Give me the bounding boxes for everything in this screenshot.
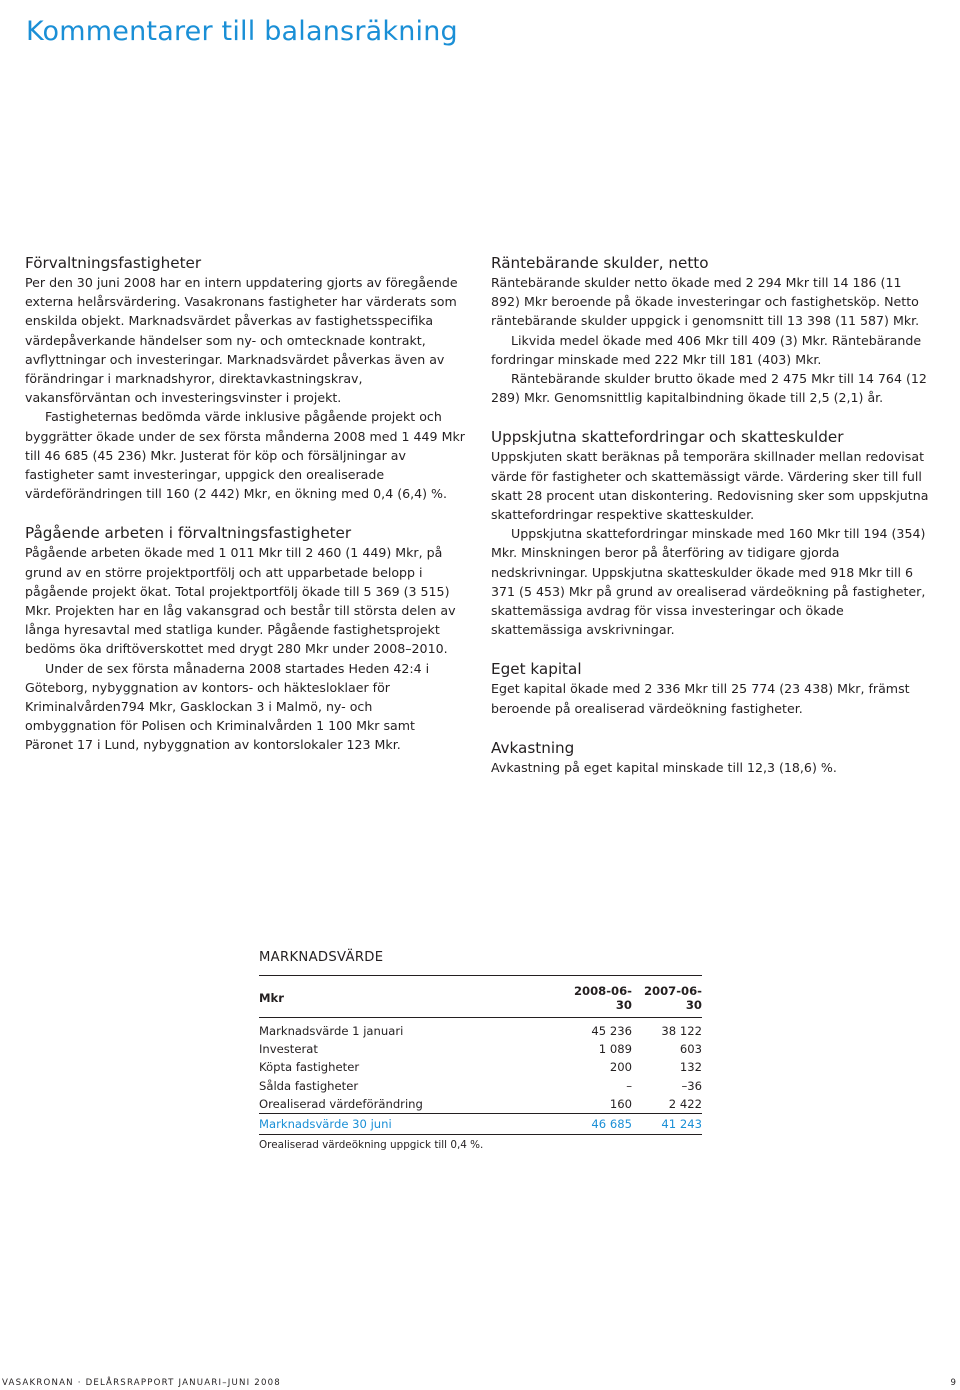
paragraph: Räntebärande skulder netto ökade med 2 294 Mkr till 14 186 (11 892) Mkr beroende på ökade investeringar och fastighetsköp. Netto räntebärande skulder uppgick i genomsnitt till 13 398 (11 587) Mkr. [491, 275, 920, 329]
table-row [259, 1058, 702, 1076]
paragraph: Avkastning på eget kapital minskade till 12,3 (18,6) %. [491, 759, 837, 775]
page-title: Kommentarer till balansräkning [26, 16, 458, 47]
section-heading-pagaende-arbeten: Pågående arbeten i förvaltningsfastigheter [25, 524, 352, 543]
row-label: Marknadsvärde 1 januari [259, 1024, 404, 1039]
left-column [25, 253, 465, 755]
cell-value: 132 [679, 1060, 702, 1075]
cell-value: –36 [681, 1078, 702, 1093]
section-heading-eget-kapital: Eget kapital [491, 660, 582, 679]
table-row [259, 1077, 702, 1095]
paragraph: Under de sex första månaderna 2008 startades Heden 42:4 i Göteborg, nybyggnation av kontors- och häktesloklaer för Kriminalvården794 Mkr, Gasklockan 3 i Malmö, ny- och ombyggnation för Polisen och Kriminalvården 1 100 Mkr samt Päronet 17 i Lund, nybyggnation av kontorslokaler 123 Mkr. [25, 660, 430, 753]
cell-value: 160 [609, 1096, 632, 1111]
market-value-table [259, 975, 702, 1135]
row-label: Orealiserad värdeförändring [259, 1096, 423, 1111]
section-heading-forvaltningsfastigheter: Förvaltningsfastigheter [25, 254, 202, 272]
paragraph: Pågående arbeten ökade med 1 011 Mkr till 2 460 (1 449) Mkr, på grund av en större projektportfölj och att upparbetade belopp i pågående projekt ökat. Total projektportfölj ökade till 5 369 (3 515) Mkr. Projekten har en låg vakansgrad och består till största delen av långa hyresavtal med statliga kunder. Pågående fastighetsprojekt bedöms öka driftöverskottet med drygt 280 Mkr under 2008–2010. [25, 545, 456, 657]
column-header: 2008-06-30 [573, 984, 632, 1012]
section-heading-avkastning: Avkastning [491, 738, 575, 757]
paragraph: Fastigheternas bedömda värde inklusive pågående projekt och byggrätter ökade under de sex första månderna 2008 med 1 449 Mkr till 46 685 (45 236) Mkr. Justerat för köp och försäljningar av fastigheter samt investeringar, uppgick den orealiserade värdeförändringen till 160 (2 442) Mkr, en ökning med 0,4 (6,4) %. [25, 409, 465, 502]
cell-value: 200 [609, 1060, 632, 1075]
table-total-row [259, 1113, 702, 1134]
paragraph: Eget kapital ökade med 2 336 Mkr till 25 774 (23 438) Mkr, främst beroende på orealiserad värdeökning fastigheter. [491, 681, 910, 716]
paragraph: Uppskjutna skattefordringar minskade med 160 Mkr till 194 (354) Mkr. Minskningen beror på återföring av tidigare gjorda nedskrivningar. Uppskjutna skatteskulder ökade med 918 Mkr till 6 371 (5 453) Mkr på grund av orealiserad värdeökning på fastigheter, skattemässiga avdrag för vissa investeringar och ökade skattemässiga avskrivningar. [491, 526, 926, 638]
footer-publication: VASAKRONAN · DELÅRSRAPPORT JANUARI–JUNI 2008 [2, 1378, 281, 1388]
cell-value: 2 422 [668, 1096, 702, 1111]
table-header-row [259, 976, 702, 1018]
row-label: Köpta fastigheter [259, 1060, 360, 1075]
column-header: Mkr [259, 991, 284, 1005]
paragraph: Räntebärande skulder brutto ökade med 2 475 Mkr till 14 764 (12 289) Mkr. Genomsnittlig kapitalbindning ökade till 2,5 (2,1) år. [491, 371, 927, 406]
cell-value: 38 122 [661, 1024, 702, 1039]
cell-value: – [626, 1078, 632, 1093]
market-value-table-block [259, 950, 702, 1151]
cell-value: 603 [679, 1042, 702, 1057]
paragraph: Uppskjuten skatt beräknas på temporära skillnader mellan redovisat värde för fastigheter och skattemässigt värde. Värdering sker till full skatt 28 procent utan diskontering. Redovisning sker som uppskjutna skattefordringar respektive skatteskulder. [491, 449, 929, 523]
cell-value: 1 089 [598, 1042, 632, 1057]
market-table-title: MARKNADSVÄRDE [259, 950, 384, 965]
row-label: Investerat [259, 1042, 318, 1057]
page-number: 9 [950, 1378, 956, 1388]
table-row [259, 1040, 702, 1058]
cell-value: 41 243 [661, 1116, 702, 1131]
cell-value: 45 236 [591, 1024, 632, 1039]
table-row [259, 1018, 702, 1041]
cell-value: 46 685 [591, 1116, 632, 1131]
table-footnote: Orealiserad värdeökning uppgick till 0,4 %. [259, 1138, 484, 1151]
section-heading-uppskjutna-skatter: Uppskjutna skattefordringar och skatteskulder [491, 428, 844, 447]
paragraph: Likvida medel ökade med 406 Mkr till 409 (3) Mkr. Räntebärande fordringar minskade med 222 Mkr till 181 (403) Mkr. [491, 332, 922, 367]
table-row [259, 1095, 702, 1114]
section-heading-rantebarande-skulder: Räntebärande skulder, netto [491, 254, 709, 272]
paragraph: Per den 30 juni 2008 har en intern uppdatering gjorts av föregående externa helårsvärdering. Vasakronans fastigheter har värderats som enskilda objekt. Marknadsvärdet påverkas av fastighetsspecifika värdepåverkande händelser som ny- och omtecknade kontrakt, avflyttningar och investeringar. Marknadsvärdet påverkas även av förändringar i marknadshyror, direktavkastningskrav, vakansförväntan och investeringsvinster i projekt. [25, 275, 458, 406]
right-column [491, 253, 933, 777]
column-header: 2007-06-30 [643, 984, 702, 1012]
row-label: Sålda fastigheter [259, 1078, 359, 1093]
row-label: Marknadsvärde 30 juni [259, 1116, 392, 1131]
